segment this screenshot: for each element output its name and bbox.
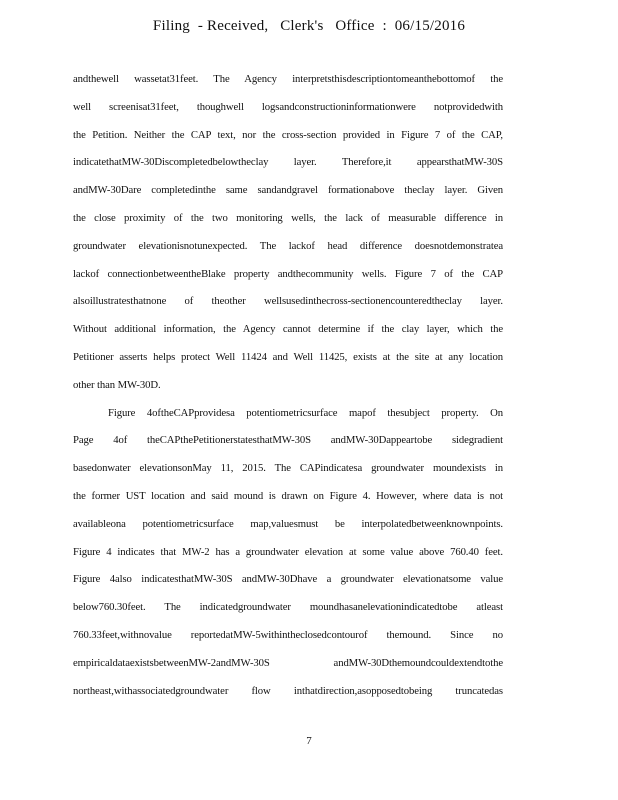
paragraph-2-line: Page 4of theCAPthePetitionerstatesthatMW-30S andMW-30Dappeartobe sidegradient xyxy=(73,434,503,447)
paragraph-1-line: Without additional information, the Agency cannot determine if the clay layer, which the xyxy=(73,323,503,336)
paragraph-1-line: groundwater elevationisnotunexpected. The lackof head difference doesnotdemonstratea xyxy=(73,239,503,252)
paragraph-1-line: andMW-30Dare completedinthe same sandandgravel formationabove theclay layer. Given xyxy=(73,184,503,197)
paragraph-2-line: below760.30feet. The indicatedgroundwater moundhasanelevationindicatedtobe atleast xyxy=(73,601,503,614)
paragraph-1-line: indicatethatMW-30Discompletedbelowtheclay layer. Therefore,it appearsthatMW-30S xyxy=(73,156,503,169)
paragraph-1-line: Petitioner asserts helps protect Well 11424 and Well 11425, exists at the site at any location xyxy=(73,350,503,363)
paragraph-1-line: other than MW-30D. xyxy=(73,378,161,391)
paragraph-1-line: the Petition. Neither the CAP text, nor the cross-section provided in Figure 7 of the CAP, xyxy=(73,128,503,141)
paragraph-2-line: Figure 4oftheCAPprovidesa potentiometricsurface mapof thesubject property. On xyxy=(108,406,503,419)
page-number: 7 xyxy=(306,735,312,747)
paragraph-2-line: empiricaldataexistsbetweenMW-2andMW-30S andMW-30Dthemoundcouldextendtothe xyxy=(73,656,503,669)
paragraph-2-line: the former UST location and said mound is drawn on Figure 4. However, where data is not xyxy=(73,489,503,502)
paragraph-1-line: alsoillustratesthatnone of theother wellsusedinthecross-sectionencounteredtheclay layer. xyxy=(73,295,503,308)
paragraph-1-line: andthewell wassetat31feet. The Agency interpretsthisdescriptiontomeanthebottomof the xyxy=(73,73,503,85)
paragraph-2-line: 760.33feet,withnovalue reportedatMW-5withintheclosedcontourof themound. Since no xyxy=(73,628,503,641)
paragraph-2-line: availableona potentiometricsurface map,valuesmust be interpolatedbetweenknownpoints. xyxy=(73,517,503,530)
paragraph-1-line: lackof connectionbetweentheBlake property andthecommunity wells. Figure 7 of the CAP xyxy=(73,267,503,280)
document-body xyxy=(73,66,503,705)
paragraph-2-line: northeast,withassociatedgroundwater flow inthatdirection,asopposedtobeing truncatedas xyxy=(73,684,503,697)
paragraph-2-line: Figure 4 indicates that MW-2 has a groundwater elevation at some value above 760.40 feet. xyxy=(73,545,503,558)
paragraph-1-line: well screenisat31feet, thoughwell logsandconstructioninformationwere notprovidedwith xyxy=(73,100,503,113)
paragraph-2-line: basedonwater elevationsonMay 11, 2015. The CAPindicatesa groundwater moundexists in xyxy=(73,462,503,475)
paragraph-2-line: Figure 4also indicatesthatMW-30S andMW-30Dhave a groundwater elevationatsome value xyxy=(73,573,503,586)
filing-stamp-header: Filing - Received, Clerk's Office : 06/15/2016 xyxy=(152,18,466,34)
paragraph-1-line: the close proximity of the two monitoring wells, the lack of measurable difference in xyxy=(73,211,503,224)
